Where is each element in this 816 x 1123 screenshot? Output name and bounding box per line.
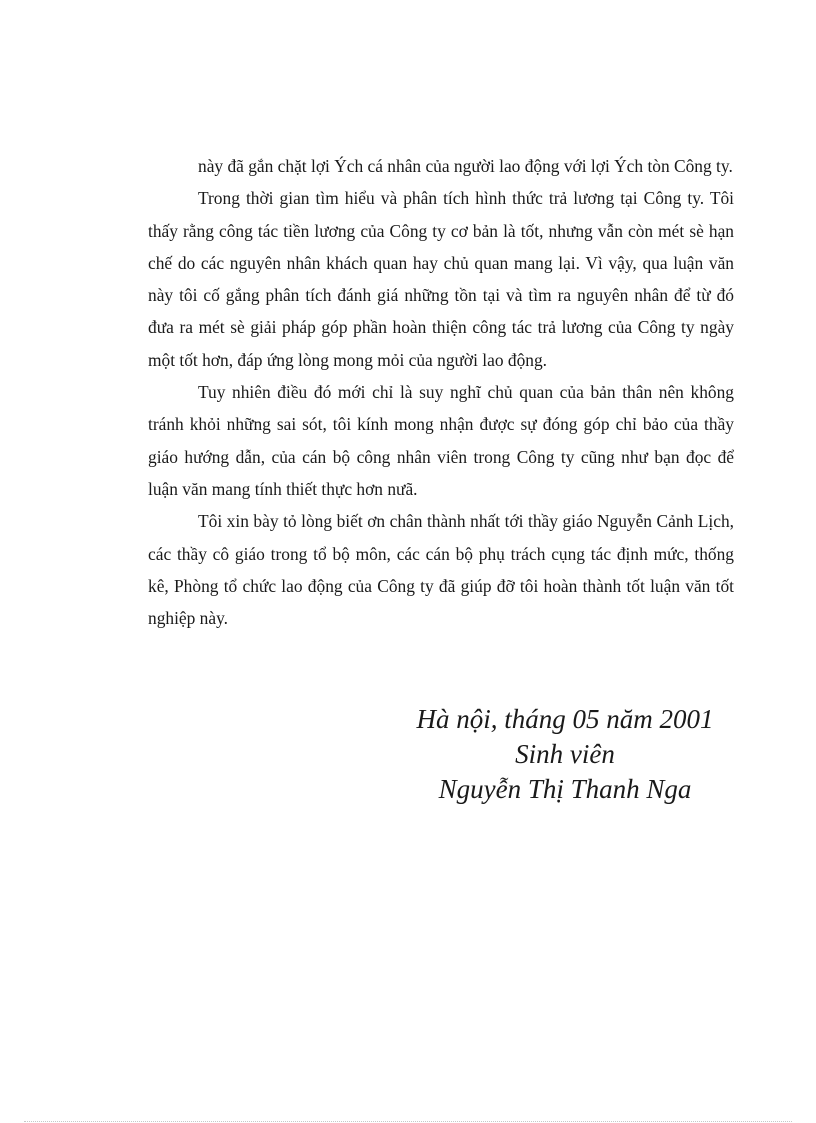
- paragraph-1: này đã gắn chặt lợi Ých cá nhân của người lao động với lợi Ých tòn Công ty.: [198, 156, 733, 176]
- paragraph-2: Trong thời gian tìm hiểu và phân tích hình thức trả lương tại Công ty. Tôi thấy rằng công tác tiền lương của Công ty cơ bản là tốt, nhưng vẫn còn mét sè hạn chế do các nguyên nhân khách quan hay chủ quan mang lại. Vì vậy, qua luận văn này tôi cố gắng phân tích đánh giá những tồn tại và tìm ra nguyên nhân để từ đó đưa ra mét sè giải pháp góp phần hoàn thiện công tác trả lương của Công ty ngày một tốt hơn, đáp ứng lòng mong mỏi của người lao động.: [148, 188, 734, 370]
- body-text: [148, 150, 734, 634]
- paragraph-4: Tôi xin bày tỏ lòng biết ơn chân thành nhất tới thầy giáo Nguyễn Cảnh Lịch, các thầy cô giáo trong tổ bộ môn, các cán bộ phụ trách cụng tác định mức, thống kê, Phòng tổ chức lao động của Công ty đã giúp đỡ tôi hoàn thành tốt luận văn tốt nghiệp này.: [148, 511, 734, 629]
- signature-role: Sinh viên: [515, 739, 615, 769]
- signature-block: [380, 702, 750, 807]
- signature-place-date: Hà nội, tháng 05 năm 2001: [416, 704, 714, 734]
- signature-name: Nguyễn Thị Thanh Nga: [438, 774, 692, 804]
- paragraph-3: Tuy nhiên điều đó mới chỉ là suy nghĩ chủ quan của bản thân nên không tránh khỏi những sai sót, tôi kính mong nhận được sự đóng góp chỉ bảo của thầy giáo hướng dẫn, của cán bộ công nhân viên trong Công ty cũng như bạn đọc để luận văn mang tính thiết thực hơn nưã.: [148, 382, 734, 499]
- page-bottom-dotted-rule: [24, 1121, 792, 1122]
